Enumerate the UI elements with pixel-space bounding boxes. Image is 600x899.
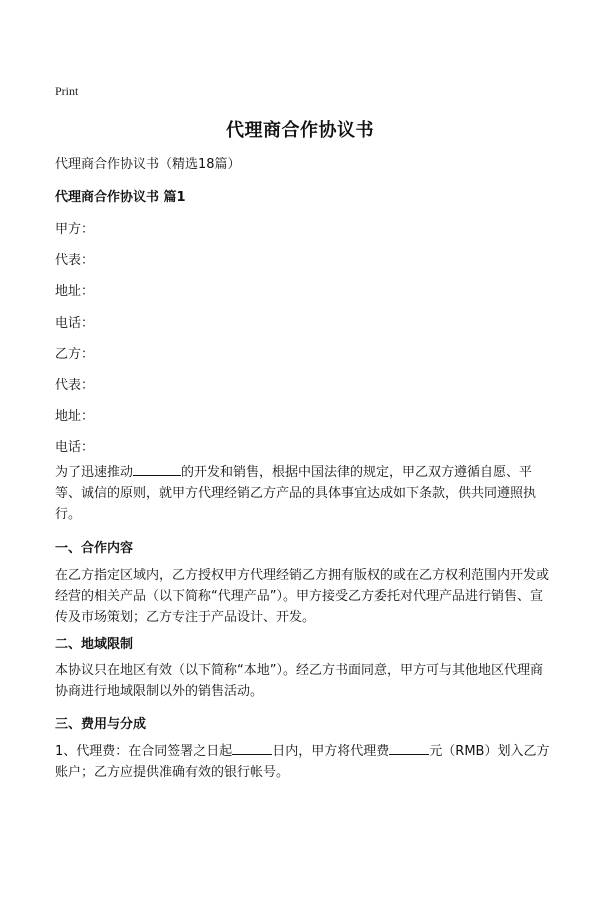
intro-part2: 的开发和销售，根据中国法律的规定，甲乙双方遵循自愿、平等、诚信的原则，就甲方代理经销乙方产品的具体事宜达成如下条款，供共同遵照执行。 bbox=[55, 465, 537, 522]
party-b-phone: 电话： bbox=[55, 440, 95, 455]
fee-part3: 元（RMB）划入乙方账户；乙方应提供准确有效的银行帐号。 bbox=[55, 744, 550, 780]
fee-part1: 1、代理费：在合同签署之日起 bbox=[55, 744, 233, 759]
party-a-rep: 代表： bbox=[55, 253, 95, 268]
document-subtitle: 代理商合作协议书（精选18篇） bbox=[55, 157, 241, 172]
party-b-label: 乙方： bbox=[55, 347, 95, 362]
fee-part2: 日内，甲方将代理费 bbox=[272, 744, 390, 759]
party-a-phone: 电话： bbox=[55, 316, 95, 331]
chapter-title: 代理商合作协议书 篇1 bbox=[55, 190, 186, 205]
intro-part1: 为了迅速推动 bbox=[55, 465, 134, 480]
party-a-label: 甲方： bbox=[55, 222, 95, 237]
section-heading: 二、地域限制 bbox=[55, 637, 134, 652]
section-heading: 三、费用与分成 bbox=[55, 717, 147, 732]
document-title: 代理商合作协议书 bbox=[226, 120, 374, 141]
section-body: 在乙方指定区域内，乙方授权甲方代理经销乙方拥有版权的或在乙方权利范围内开发或经营的相关产品（以下简称“代理产品”）。甲方接受乙方委托对代理产品进行销售、宣传及市场策划；乙方专注于产品设计、开发。 bbox=[55, 568, 550, 625]
blank-line bbox=[232, 741, 272, 755]
print-label[interactable]: Print bbox=[55, 84, 79, 98]
party-b-address: 地址： bbox=[55, 409, 95, 424]
intro-paragraph bbox=[55, 462, 550, 525]
party-a-address: 地址： bbox=[55, 284, 95, 299]
section-heading: 一、合作内容 bbox=[55, 541, 134, 556]
section-body: 本协议只在地区有效（以下简称“本地”）。经乙方书面同意，甲方可与其他地区代理商协商进行地域限制以外的销售活动。 bbox=[55, 663, 543, 699]
party-b-rep: 代表： bbox=[55, 378, 95, 393]
fee-paragraph bbox=[55, 741, 550, 783]
blank-line bbox=[389, 741, 429, 755]
blank-line bbox=[133, 462, 181, 476]
